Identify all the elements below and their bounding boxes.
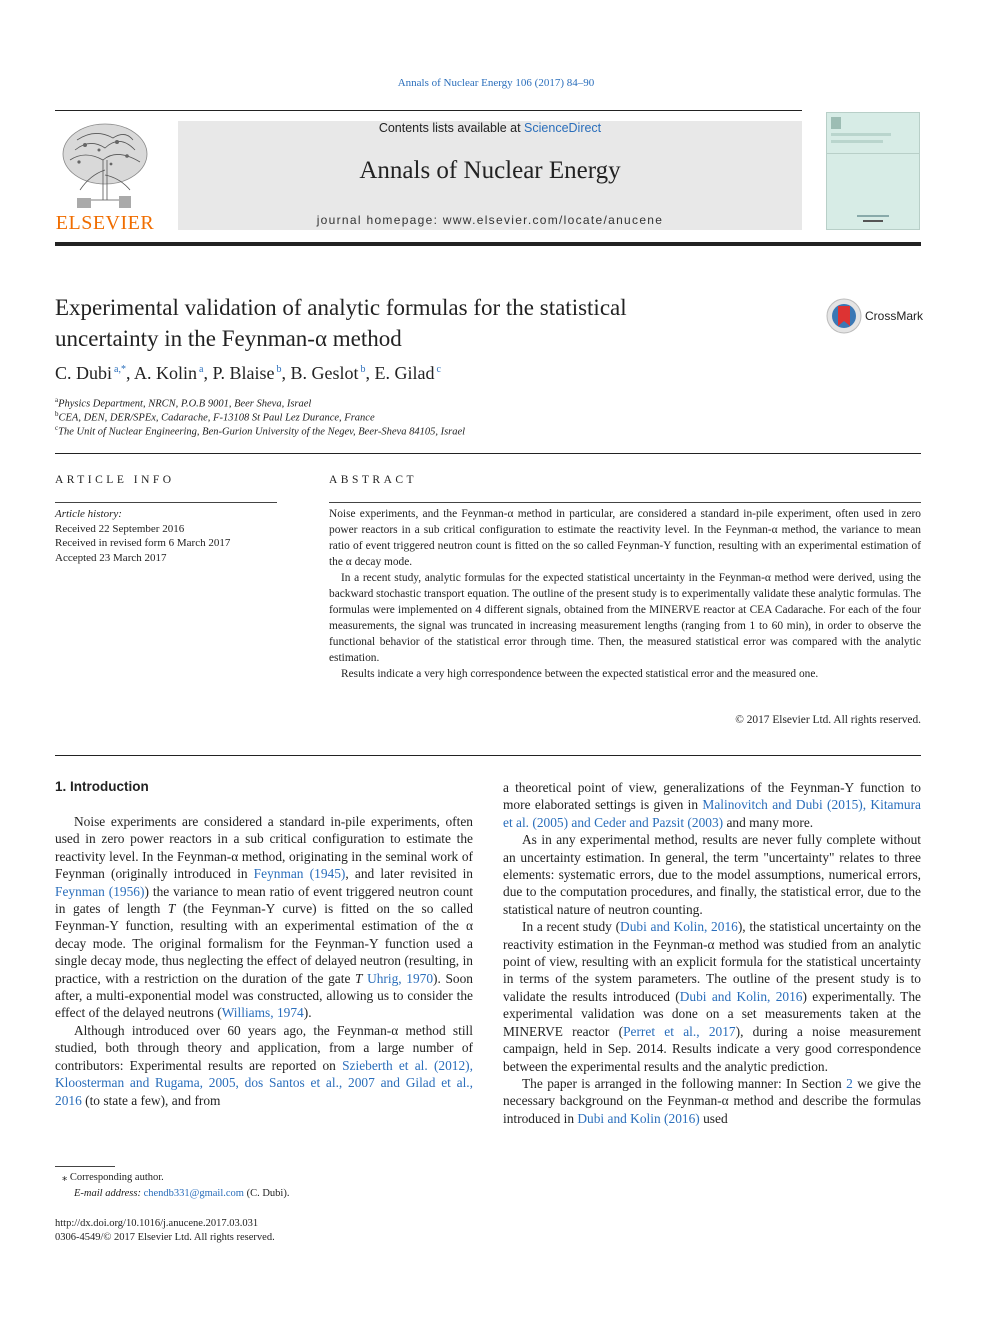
- author-sup[interactable]: a,*: [114, 364, 126, 375]
- author-sup[interactable]: b: [360, 364, 366, 375]
- article-title-line-1: Experimental validation of analytic formulas for the statistical: [55, 295, 627, 320]
- crossmark-badge[interactable]: [826, 297, 926, 335]
- author-sup[interactable]: c: [436, 364, 441, 375]
- article-info-heading: ARTICLE INFO: [55, 474, 175, 486]
- issn-copyright: 0306-4549/© 2017 Elsevier Ltd. All rights reserved.: [55, 1232, 275, 1243]
- history-label: Article history:: [55, 508, 122, 520]
- abstract-copyright: © 2017 Elsevier Ltd. All rights reserved.: [735, 714, 921, 726]
- citation-link[interactable]: Szieberth et al. (2012), Kloosterman and Rugama, 2005, dos Santos et al., 2007 and Gilad et al., 2016: [55, 1057, 473, 1108]
- accepted-date: Accepted 23 March 2017: [55, 551, 167, 564]
- header-bottom-rule: [55, 242, 921, 246]
- abstract-paragraph: Noise experiments, and the Feynman-α method in particular, are considered a standard in-pile experiment, often used in zero power reactors in a sub critical configuration to estimate the reactivity level. In the Feynman-α method, the variance to mean ratio of event triggered neutron count is fitted on the so called Feynman-Y function, resulting with an experimental estimation of the α decay mode.: [329, 508, 921, 568]
- elsevier-tree-logo: [55, 120, 155, 212]
- intro-paragraph: As in any experimental method, results are never fully complete without an uncertainty estimation. In general, the term "uncertainty" relates to three elements: systematic errors, due to the model assumptions, numerical errors, due to the computation procedures, and finally, the statistical error, due to the statistical nature of neutron counting.: [503, 832, 921, 917]
- contents-line: Contents lists available at ScienceDirect: [378, 121, 602, 135]
- elsevier-wordmark: ELSEVIER: [55, 212, 155, 234]
- intro-paragraph: Noise experiments are considered a standard in-pile experiments, often used in zero power reactors in a sub critical configuration to estimate the reactivity level. In the Feynman-α method, originating in the seminal work of Feynman (originally introduced in Feynman (1945), and later revisited in Feynman (1956)) the variance to mean ratio of event triggered neutron count in gates of length T (the Feynman-Y curve) is fitted on the so called Feynman-Y function, resulting with an experimental estimation of the α decay mode. The original formalism for the Feynman-Y function used a single decay mode, thus neglecting the effect of delayed neutron (resulting, in practice, with a restriction on the duration of the gate T Uhrig, 1970). Soon after, a multi-exponential model was constructed, allowing us to consider the effect of the delayed neutrons (Williams, 1974).: [55, 814, 473, 1021]
- intro-paragraph: The paper is arranged in the following manner: In Section 2 we give the necessary background on the Feynman-α method and describe the formulas introduced in Dubi and Kolin (2016) used: [503, 1075, 921, 1126]
- intro-paragraph: In a recent study (Dubi and Kolin, 2016), the statistical uncertainty on the reactivity estimation in the Feynman-α method was studied from an analytic point of view, resulting with an explicit formula for the statistical uncertainty in terms of the system parameters. The outline of the present study is to validate the results introduced (Dubi and Kolin, 2016) experimentally. The experimental validation was done on a set measurements taken at the MINERVE reactor (Perret et al., 2017), during a noise measurement campaign, held in Sep. 2014. Results indicate a very good correspondence between the experimental results and the analytic prediction.: [503, 919, 921, 1074]
- author-kolin[interactable]: A. Kolin: [133, 363, 197, 383]
- abstract-bottom-rule: [55, 755, 921, 756]
- author-dubi[interactable]: C. Dubi: [55, 363, 113, 383]
- received-date: Received 22 September 2016: [55, 522, 185, 535]
- section-heading-introduction: 1. Introduction: [55, 779, 149, 794]
- homepage-link[interactable]: www.elsevier.com/locate/anucene: [442, 213, 664, 227]
- citation-link[interactable]: Dubi and Kolin, 2016: [620, 919, 738, 935]
- affiliation-b: $^b$CEA, DEN, DER/SPEx, Cadarache, F-13108 St Paul Lez Durance, France: [55, 410, 375, 424]
- affiliation-a: $^a$Physics Department, NRCN, P.O.B 9001, Beer Sheva, Israel: [55, 396, 312, 410]
- author-sup[interactable]: a: [198, 364, 204, 375]
- email-note: E-mail address: chendb331@gmail.com (C. Dubi).: [74, 1188, 290, 1199]
- citation-link[interactable]: Dubi and Kolin, 2016: [679, 988, 803, 1004]
- article-info-rule: [55, 502, 277, 503]
- email-link[interactable]: chendb331@gmail.com: [143, 1188, 244, 1199]
- citation-link[interactable]: Perret et al., 2017: [623, 1023, 736, 1039]
- journal-homepage: journal homepage: www.elsevier.com/locate/anucene: [316, 213, 664, 227]
- affiliation-c: $^c$The Unit of Nuclear Engineering, Ben-Gurion University of the Negev, Beer-Sheva 84105, Israel: [55, 424, 466, 438]
- abstract-heading: ABSTRACT: [329, 474, 418, 486]
- abstract-body: [329, 506, 921, 682]
- journal-citation[interactable]: Annals of Nuclear Energy 106 (2017) 84–90: [397, 77, 595, 89]
- header-top-rule: [55, 110, 802, 111]
- left-column-text: [55, 813, 473, 1109]
- section-link[interactable]: 2: [846, 1075, 853, 1091]
- journal-cover-thumbnail[interactable]: [826, 112, 920, 230]
- citation-link[interactable]: Feynman (1945): [253, 866, 346, 882]
- sciencedirect-link[interactable]: ScienceDirect: [524, 121, 602, 135]
- crossmark-label: CrossMark: [865, 309, 924, 323]
- citation-link[interactable]: Uhrig, 1970: [367, 970, 434, 986]
- right-column-text: [503, 779, 921, 1127]
- corresponding-author-note: ⁎ Corresponding author.: [62, 1172, 164, 1183]
- citation-link[interactable]: Feynman (1956): [55, 883, 145, 899]
- article-history: [55, 507, 275, 565]
- citation-link[interactable]: Malinovitch and Dubi (2015), Kitamura et al. (2005) and Ceder and Pazsit (2003): [503, 797, 922, 830]
- abstract-rule: [329, 502, 921, 503]
- citation-link[interactable]: Williams, 1974: [221, 1005, 304, 1021]
- doi-link[interactable]: http://dx.doi.org/10.1016/j.anucene.2017.03.031: [55, 1218, 259, 1229]
- intro-paragraph: a theoretical point of view, generalizations of the Feynman-Y function to more elaborated settings is given in Malinovitch and Dubi (2015), Kitamura et al. (2005) and Ceder and Pazsit (2003) and many more.: [503, 780, 922, 830]
- author-sup[interactable]: b: [276, 364, 282, 375]
- author-geslot[interactable]: B. Geslot: [290, 363, 359, 383]
- citation-link[interactable]: Dubi and Kolin (2016): [577, 1110, 700, 1126]
- footnote-rule: [55, 1166, 115, 1167]
- article-title-line-2: uncertainty in the Feynman-α method: [55, 326, 402, 351]
- affiliation-rule: [55, 453, 921, 454]
- article-title: [55, 292, 795, 354]
- journal-title: Annals of Nuclear Energy: [359, 157, 621, 184]
- crossmark-icon: [826, 298, 862, 334]
- abstract-paragraph: In a recent study, analytic formulas for the expected statistical uncertainty in the Feynman-α method were derived, using the backward stochastic transport equation. The outline of the present study is to experimentally validate these analytic formulas. The formulas were implemented on 4 different signals, obtained from the MINERVE reactor at CEA Cadarache. For each of the four measurements, the signal was truncated in increasing measurement lengths (ranging from 1 to 60 min), in order to observe the functional behavior of the statistical error through time. Then, the measured statistical error was compared with the analytic estimation.: [329, 572, 921, 664]
- intro-paragraph: Although introduced over 60 years ago, the Feynman-α method still studied, both through theory and application, from a large number of contributors: Experimental results are reported on Szieberth et al. (2012), Kloosterman and Rugama, 2005, dos Santos et al., 2007 and Gilad et al., 2016 (to state a few), and from: [55, 1022, 473, 1108]
- author-blaise[interactable]: P. Blaise: [212, 363, 275, 383]
- author-gilad[interactable]: E. Gilad: [374, 363, 435, 383]
- revised-date: Received in revised form 6 March 2017: [55, 537, 231, 550]
- author-list: C. Dubi $^{a,*}$, A. Kolin $^a$, P. Blaise $^b$, B. Geslot $^b$, E. Gilad $^c$: [55, 363, 441, 383]
- abstract-paragraph: Results indicate a very high correspondence between the expected statistical error and the measured one.: [341, 668, 819, 680]
